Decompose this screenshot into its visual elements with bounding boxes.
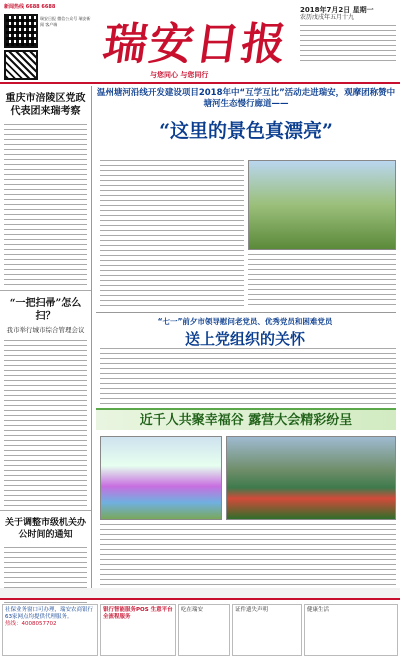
- headline-office-hours[interactable]: 关于调整市级机关办公时间的通知: [0, 510, 91, 545]
- article-body: [100, 348, 396, 404]
- bottom-strip: [0, 588, 400, 598]
- ad-bank[interactable]: [2, 604, 98, 656]
- date-info: [300, 6, 396, 65]
- ads-row: [0, 598, 400, 656]
- photo-camping-slide: [100, 436, 222, 520]
- ad-bank-text: 社保业务窗口可办理，瑞安农商银行 63家网点均提供代理服务。: [5, 607, 94, 620]
- ad-pos[interactable]: 银行智能服务POS 生意平台全流程服务: [100, 604, 176, 656]
- headline-broom[interactable]: “一把扫帚”怎么扫？: [0, 290, 91, 323]
- masthead: [0, 0, 400, 84]
- slogan: 与您同心 与您同行: [150, 71, 209, 79]
- second-title[interactable]: 送上党组织的关怀: [184, 330, 305, 348]
- article-body: [4, 340, 87, 508]
- newspaper-logo: 瑞安日报: [99, 19, 291, 70]
- headline-broom-sub: 我市举行城市综合管理会议: [6, 326, 85, 334]
- photo-camping-tents: [226, 436, 396, 520]
- article-body: [100, 160, 244, 306]
- article-body: [248, 254, 396, 306]
- photo-tanghe: [248, 160, 396, 250]
- divider: [96, 312, 396, 313]
- left-column: [0, 86, 92, 598]
- issue-date: 2018年7月2日 星期一: [300, 6, 374, 14]
- headline-fuling[interactable]: 重庆市涪陵区党政代表团来瑞考察: [5, 93, 86, 117]
- qr-code-icon: [4, 50, 38, 80]
- hotline: 新闻热线 6688 6688: [4, 4, 56, 10]
- article-body: [4, 124, 87, 288]
- ad-bank-phone: 热线：4008057702: [5, 621, 57, 627]
- second-kicker: “七一”前夕市领导慰问老党员、优秀党员和困难党员: [157, 317, 333, 326]
- qr-code-icon: [4, 14, 38, 48]
- lead-kicker: 温州塘河沿线开发建设项目2018年中“互学互比”活动走进瑞安，观摩团称赞中塘河生态慢行廊道——: [96, 88, 396, 109]
- lunar-date: 农历戊戌年五月十九: [300, 14, 355, 21]
- masthead-details: [300, 25, 396, 65]
- ad-notice[interactable]: 证件遗失声明: [232, 604, 302, 656]
- ad-food[interactable]: 吃在瑞安: [178, 604, 230, 656]
- article-body: [100, 524, 396, 586]
- lead-title[interactable]: “这里的景色真漂亮”: [159, 120, 333, 142]
- ad-health[interactable]: 健康生活: [304, 604, 398, 656]
- mini-links: 瑞安日报 微信公众号 瑞安新闻 客户端: [40, 16, 91, 27]
- third-title[interactable]: 近千人共聚幸福谷 露营大会精彩纷呈: [96, 408, 396, 430]
